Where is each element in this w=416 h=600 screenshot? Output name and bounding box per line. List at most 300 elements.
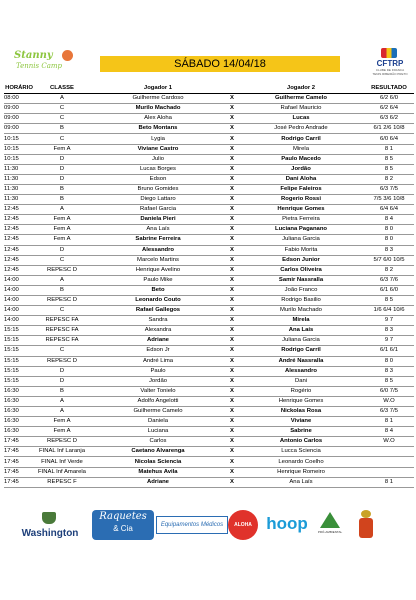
match-time: 15:15 [4,366,34,376]
player2-name: Leonardo Coelho [238,457,364,467]
page-header [0,0,416,84]
match-class: B [34,184,90,194]
match-class: D [34,376,90,386]
table-row [4,154,414,164]
match-class: A [34,205,90,215]
player1-name: Edson [90,174,226,184]
match-time: 09:00 [4,104,34,114]
player1-name: Carlos [90,437,226,447]
player2-name: Ana Laís [238,477,364,487]
player1-name: Valter Tonielo [90,386,226,396]
match-result: 5/7 6/0 10/5 [364,255,414,265]
col-header-player1: Jogador 1 [90,84,226,94]
player2-name: Sabrine [238,427,364,437]
vs-mark: X [226,114,238,124]
player2-name: Nickolas Rosa [238,407,364,417]
shield-icon [42,512,56,524]
match-result: 6/3 7/6 [364,275,414,285]
table-row [4,396,414,406]
match-time: 12:45 [4,255,34,265]
player2-name: André Nassralla [238,356,364,366]
match-time: 16:30 [4,417,34,427]
player2-name: José Pedro Andrade [238,124,364,134]
logo-right-subtext: CLUBE DE FRANCA TENIS RIBEIRÃO PRETO [372,68,408,76]
match-class: FINAL Inf Laranja [34,447,90,457]
vs-mark: X [226,215,238,225]
match-time: 11:30 [4,174,34,184]
vs-mark: X [226,396,238,406]
match-result: 6/1 2/6 10/8 [364,124,414,134]
player2-name: Alessandro [238,366,364,376]
player2-name: Edson Junior [238,255,364,265]
match-time: 09:00 [4,114,34,124]
table-row [4,104,414,114]
player2-name: João Franco [238,285,364,295]
vs-mark: X [226,386,238,396]
player1-name: Nicolas Sciencia [90,457,226,467]
match-class: Fem A [34,427,90,437]
raquetes-cia-logo [92,510,154,540]
player1-name: Lucas Borges [90,164,226,174]
player2-name: Guilherme Camelo [238,94,364,104]
player1-name: Luciana [90,427,226,437]
match-time: 14:00 [4,306,34,316]
table-row [4,427,414,437]
vs-mark: X [226,154,238,164]
match-class: D [34,245,90,255]
match-time: 15:15 [4,356,34,366]
table-row [4,376,414,386]
match-time: 10:15 [4,144,34,154]
player2-name: Rafael Mauricio [238,104,364,114]
match-result: W.O [364,396,414,406]
match-result: 8 1 [364,417,414,427]
player2-name: Rogerio Rossi [238,195,364,205]
match-time: 10:15 [4,154,34,164]
player1-name: Henrique Avelino [90,265,226,275]
schedule-body [4,94,414,488]
vs-mark: X [226,427,238,437]
match-class: C [34,306,90,316]
player2-name: Fabio Morita [238,245,364,255]
match-class: A [34,275,90,285]
match-time: 08:00 [4,94,34,104]
vs-mark: X [226,376,238,386]
match-result: 9 7 [364,316,414,326]
table-row [4,366,414,376]
match-class: Fem A [34,235,90,245]
match-time: 15:15 [4,326,34,336]
match-class: REPESC FA [34,336,90,346]
vs-mark: X [226,306,238,316]
match-result: W.O [364,437,414,447]
mascot-head-icon [361,510,371,518]
match-time: 14:00 [4,316,34,326]
player1-name: André Lima [90,356,226,366]
match-time: 11:30 [4,184,34,194]
flag-icon [381,48,397,58]
player2-name: Murilo Machado [238,306,364,316]
match-result: 8 1 [364,477,414,487]
table-row [4,174,414,184]
match-result: 8 5 [364,164,414,174]
vs-mark: X [226,457,238,467]
col-header-result: RESULTADO [364,84,414,94]
match-time: 14:00 [4,285,34,295]
table-row [4,346,414,356]
match-result: 8 0 [364,225,414,235]
match-class: C [34,134,90,144]
match-result: 6/0 7/5 [364,386,414,396]
match-result: 6/4 6/4 [364,205,414,215]
player1-name: Adriane [90,477,226,487]
match-time: 12:45 [4,265,34,275]
match-class: A [34,94,90,104]
match-time: 14:00 [4,275,34,285]
match-class: REPESC D [34,437,90,447]
match-time: 17:45 [4,467,34,477]
player1-name: Beto Montans [90,124,226,134]
player2-name: Henrique Romeiro [238,467,364,477]
table-row [4,386,414,396]
match-result: 8 3 [364,326,414,336]
match-class: Fem A [34,144,90,154]
match-result: 8 0 [364,235,414,245]
vs-mark: X [226,285,238,295]
vs-mark: X [226,225,238,235]
player1-name: Jordão [90,376,226,386]
match-result: 6/1 6/1 [364,346,414,356]
match-result: 6/1 6/0 [364,285,414,295]
player2-name: Mirela [238,144,364,154]
stanny-tennis-camp-logo [12,50,74,76]
table-row [4,94,414,104]
player1-name: Guilherme Camelo [90,407,226,417]
player1-name: Alex Aloha [90,114,226,124]
match-result: 8 1 [364,144,414,154]
aloha-logo: ALOHA [228,510,258,540]
player2-name: Luciana Paganano [238,225,364,235]
table-row [4,477,414,487]
vs-mark: X [226,235,238,245]
player1-name: Daniela Pieri [90,215,226,225]
player2-name: Viviane [238,417,364,427]
match-class: D [34,366,90,376]
match-time: 11:30 [4,164,34,174]
match-result: 8 4 [364,215,414,225]
match-result: 8 2 [364,265,414,275]
player1-name: Guilherme Cardoso [90,94,226,104]
player1-name: Paulo [90,366,226,376]
player1-name: Sabrine Ferreira [90,235,226,245]
vs-mark: X [226,447,238,457]
player2-name: Juliana Garcia [238,336,364,346]
table-row [4,467,414,477]
table-row [4,215,414,225]
player2-name: Henrique Gomes [238,205,364,215]
match-time: 12:45 [4,205,34,215]
vs-mark: X [226,144,238,154]
table-header-row [4,84,414,94]
match-class: D [34,164,90,174]
match-result: 6/2 6/4 [364,104,414,114]
match-class: REPESC FA [34,326,90,336]
page-title: SÁBADO 14/04/18 [100,56,340,72]
vs-mark: X [226,104,238,114]
vs-mark: X [226,94,238,104]
vs-mark: X [226,184,238,194]
player2-name: Pietra Ferreira [238,215,364,225]
player1-name: Viviane Castro [90,144,226,154]
match-time: 10:15 [4,134,34,144]
player1-name: Murilo Machado [90,104,226,114]
match-time: 11:30 [4,195,34,205]
pro-ambiental-text: PRÓ-AMBIENTAL [317,530,343,534]
match-class: C [34,255,90,265]
raquetes-text: Raquetes [99,511,147,522]
player1-name: Lygia [90,134,226,144]
logo-left-line2: Tennis Camp [16,62,62,70]
match-class: REPESC F [34,477,90,487]
match-time: 16:30 [4,396,34,406]
player2-name: Paulo Macedo [238,154,364,164]
washington-logo [12,512,88,542]
player2-name: Juliana Garcia [238,235,364,245]
match-class: D [34,174,90,184]
table-row [4,205,414,215]
col-header-time: HORÁRIO [4,84,34,94]
player1-name: Adolfo Angelotti [90,396,226,406]
player1-name: Julio [90,154,226,164]
player2-name: Rogério [238,386,364,396]
match-result: 7/5 3/6 10/8 [364,195,414,205]
match-time: 12:45 [4,225,34,235]
table-row [4,164,414,174]
table-row [4,124,414,134]
player2-name: Felipe Faleiros [238,184,364,194]
match-class: A [34,407,90,417]
cia-text: & Cia [113,524,133,533]
table-row [4,275,414,285]
player1-name: Ana Laís [90,225,226,235]
player2-name: Samir Nassralla [238,275,364,285]
vs-mark: X [226,164,238,174]
table-row [4,295,414,305]
vs-mark: X [226,205,238,215]
vs-mark: X [226,326,238,336]
tree-icon [320,512,340,528]
match-time: 15:15 [4,336,34,346]
match-class: REPESC D [34,295,90,305]
player1-name: Rafael Gallegos [90,306,226,316]
table-row [4,285,414,295]
sponsors-bar [0,508,416,548]
table-row [4,265,414,275]
match-result: 8 4 [364,427,414,437]
vs-mark: X [226,275,238,285]
match-result: 8 5 [364,154,414,164]
match-time: 15:15 [4,346,34,356]
vs-mark: X [226,407,238,417]
player1-name: Sandra [90,316,226,326]
table-row [4,417,414,427]
player1-name: Edson Jr [90,346,226,356]
vs-mark: X [226,417,238,427]
vs-mark: X [226,437,238,447]
player2-name: Rodrigo Carril [238,346,364,356]
table-row [4,407,414,417]
match-result: 6/2 6/0 [364,94,414,104]
match-class: B [34,124,90,134]
player1-name: Beto [90,285,226,295]
match-class: C [34,346,90,356]
table-row [4,336,414,346]
mascot-logo [356,510,376,540]
table-row [4,457,414,467]
match-class: B [34,386,90,396]
col-header-class: CLASSE [34,84,90,94]
match-result: 8 0 [364,356,414,366]
player2-name: Jordão [238,164,364,174]
mascot-body-icon [359,518,373,538]
vs-mark: X [226,477,238,487]
table-row [4,195,414,205]
pro-ambiental-logo [314,512,346,540]
player1-name: Diego Lattaro [90,195,226,205]
match-class: A [34,396,90,406]
schedule-table [4,84,414,488]
player2-name: Henrique Gomes [238,396,364,406]
match-time: 16:30 [4,407,34,417]
match-result [364,447,414,457]
table-row [4,316,414,326]
vs-mark: X [226,467,238,477]
player2-name: Dani [238,376,364,386]
match-class: FINAL Inf Verde [34,457,90,467]
vs-mark: X [226,316,238,326]
match-time: 12:45 [4,215,34,225]
washington-text: Washington [21,528,79,539]
match-class: FINAL Inf Amarela [34,467,90,477]
match-time: 12:45 [4,235,34,245]
match-class: REPESC FA [34,316,90,326]
table-row [4,255,414,265]
logo-right-text: CFTRP [376,59,404,68]
vs-mark: X [226,265,238,275]
vs-mark: X [226,356,238,366]
cftrp-logo [372,48,408,76]
player1-name: Daniela [90,417,226,427]
col-header-player2: Jogador 2 [238,84,364,94]
vs-mark: X [226,366,238,376]
table-row [4,326,414,336]
match-class: C [34,114,90,124]
match-time: 09:00 [4,124,34,134]
match-time: 12:45 [4,245,34,255]
player2-name: Rodrigo Carril [238,134,364,144]
vs-mark: X [226,124,238,134]
match-time: 16:30 [4,386,34,396]
player2-name: Antonio Carlos [238,437,364,447]
table-row [4,447,414,457]
vs-mark: X [226,255,238,265]
player2-name: Dani Aloha [238,174,364,184]
match-time: 16:30 [4,427,34,437]
match-class: REPESC D [34,265,90,275]
match-time: 14:00 [4,295,34,305]
match-result: 8 5 [364,376,414,386]
match-result: 8 2 [364,174,414,184]
match-class: Fem A [34,215,90,225]
col-header-vs [226,84,238,94]
table-row [4,114,414,124]
player2-name: Rodrigo Basilio [238,295,364,305]
vs-mark: X [226,195,238,205]
match-class: Fem A [34,225,90,235]
vs-mark: X [226,134,238,144]
player2-name: Carlos Oliveira [238,265,364,275]
match-result: 6/0 6/4 [364,134,414,144]
player1-name: Caetano Alvarenga [90,447,226,457]
table-row [4,245,414,255]
player1-name: Marcelo Martins [90,255,226,265]
equipamentos-medicos-logo: Equipamentos Médicos [156,516,228,534]
table-row [4,356,414,366]
hoop-logo: hoop [266,514,308,533]
player1-name: Matehus Avila [90,467,226,477]
match-result: 8 5 [364,295,414,305]
player1-name: Paulo Mike [90,275,226,285]
logo-left-line1: Stanny [14,50,53,61]
match-time: 17:45 [4,437,34,447]
match-class: REPESC D [34,356,90,366]
match-result: 8 3 [364,366,414,376]
player2-name: Lucas [238,114,364,124]
table-row [4,144,414,154]
vs-mark: X [226,346,238,356]
table-row [4,306,414,316]
vs-mark: X [226,336,238,346]
match-time: 17:45 [4,457,34,467]
table-row [4,184,414,194]
player2-name: Mirela [238,316,364,326]
match-result: 6/3 7/5 [364,407,414,417]
player1-name: Alexandra [90,326,226,336]
vs-mark: X [226,245,238,255]
match-class: D [34,154,90,164]
table-row [4,437,414,447]
vs-mark: X [226,295,238,305]
tennis-ball-icon [62,50,73,61]
match-result [364,457,414,467]
player1-name: Rafael Garcia [90,205,226,215]
match-class: B [34,195,90,205]
player1-name: Alessandro [90,245,226,255]
match-result: 9 7 [364,336,414,346]
match-result [364,467,414,477]
table-row [4,225,414,235]
table-row [4,134,414,144]
match-result: 1/6 6/4 10/6 [364,306,414,316]
table-row [4,235,414,245]
match-result: 6/3 7/5 [364,184,414,194]
match-time: 15:15 [4,376,34,386]
player2-name: Ana Laís [238,326,364,336]
player1-name: Bruno Gomides [90,184,226,194]
match-result: 6/3 6/2 [364,114,414,124]
player1-name: Adriane [90,336,226,346]
player2-name: Lucca Sciencia [238,447,364,457]
